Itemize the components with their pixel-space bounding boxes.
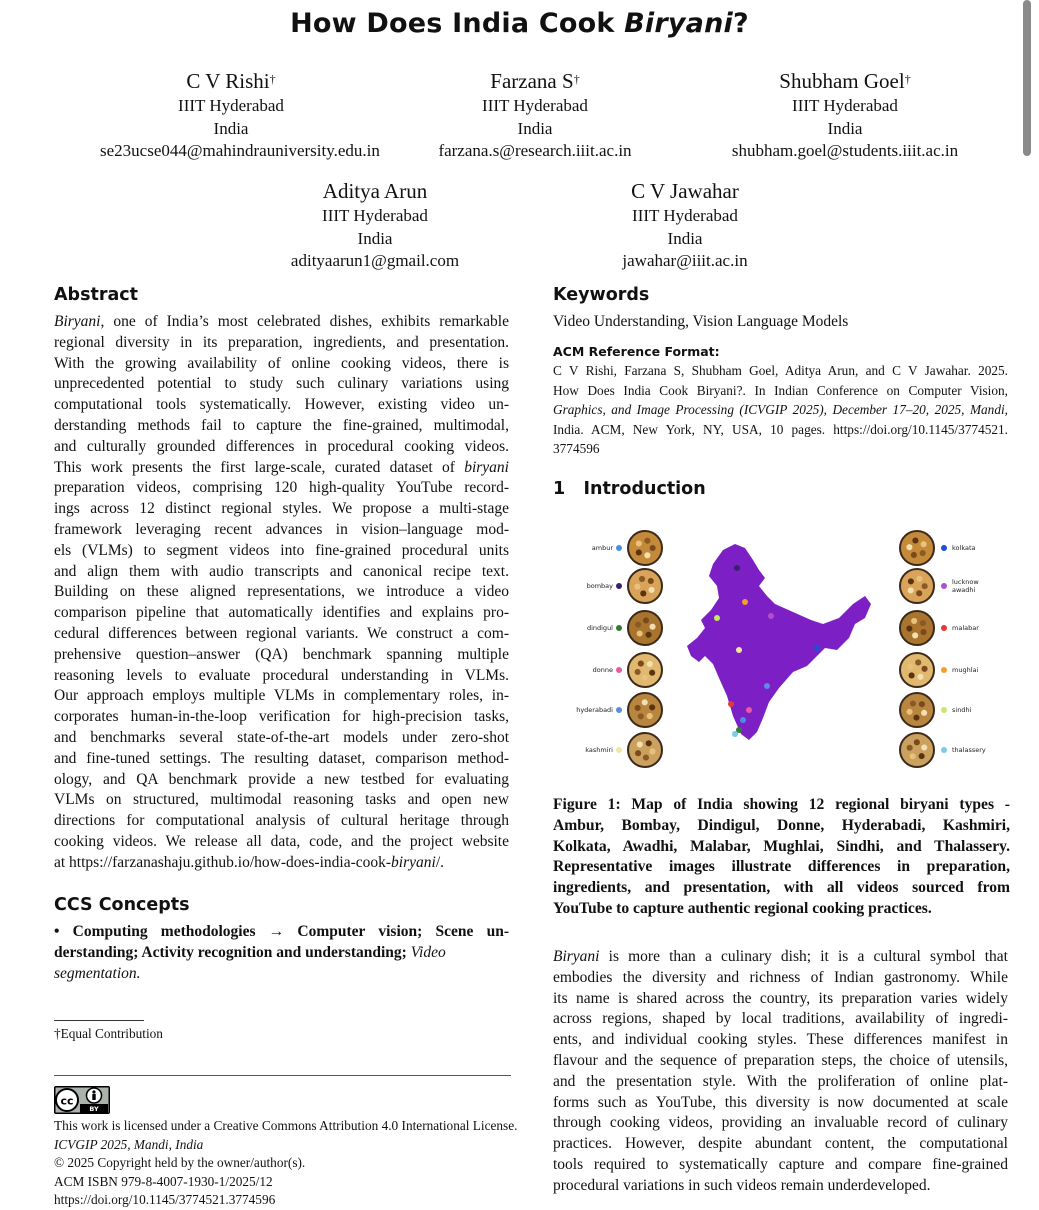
biryani-thumbnail xyxy=(900,531,934,565)
map-region-dot xyxy=(714,615,720,621)
text-line: and the presentation style. With the proliferation of online plat- xyxy=(553,1072,1008,1090)
left-biryani-dot xyxy=(616,625,622,631)
abstract-heading: Abstract xyxy=(54,285,139,305)
text-line: framework leveraging recent advances in vision–language mod- xyxy=(54,520,509,538)
author-block: C V Rishi† IIIT Hyderabad India se23ucse044@mahindrauniversity.edu.in xyxy=(100,69,380,160)
right-biryani-label: lucknow awadhi xyxy=(952,578,979,594)
author-block: C V Jawahar IIIT Hyderabad India jawahar@iiit.ac.in xyxy=(622,179,748,270)
text-line: Figure 1: Map of India showing 12 regional biryani types - xyxy=(553,796,1010,813)
text-line: practices. However, despite abundant content, the computational xyxy=(553,1135,1008,1153)
india-biryani-map xyxy=(553,520,1010,782)
keywords-heading: Keywords xyxy=(553,285,650,305)
figure-caption xyxy=(553,795,1010,920)
license-rule xyxy=(54,1075,511,1076)
text-line: cedural differences between regional variants. We construct a com- xyxy=(54,624,509,642)
keywords-text: Video Understanding, Vision Language Models xyxy=(553,313,849,330)
right-biryani-dot xyxy=(941,583,947,589)
right-biryani-label: thalassery xyxy=(952,746,986,754)
text-line: This work presents the first large-scale, curated dataset of biryani xyxy=(54,458,509,476)
text-line: regional diversity in its preparation, ingredients, and presentation. xyxy=(54,333,509,351)
text-line: ings across 12 distinct regional styles. We propose a multi-stage xyxy=(54,500,509,518)
ccs-heading: CCS Concepts xyxy=(54,895,190,915)
left-biryani-dot xyxy=(616,707,622,713)
text-line: Kolkata, Awadhi, Malabar, Mughlai, Sindhi, and Thalassery. xyxy=(553,837,1010,855)
biryani-thumbnail xyxy=(628,531,662,565)
map-region-dot xyxy=(732,731,738,737)
right-biryani-dot xyxy=(941,625,947,631)
right-biryani-label: sindhi xyxy=(952,706,972,714)
text-line: through cooking videos, providing an invaluable record of culinary xyxy=(553,1114,1008,1132)
right-biryani-dot xyxy=(941,667,947,673)
acm-ref-line: How Does India Cook Biryani?. In Indian Conference on Computer Vision, xyxy=(553,382,1008,398)
left-biryani-label: ambur xyxy=(591,544,613,552)
text-line: VLMs on structured, multimodal reasoning tasks and open new xyxy=(54,791,509,809)
text-line: forms such as YouTube, this diversity is now documented at scale xyxy=(553,1093,1008,1111)
map-region-dot xyxy=(734,565,740,571)
text-line: directions for computational analysis of cultural heritage through xyxy=(54,812,509,830)
biryani-thumbnail xyxy=(628,693,662,727)
biryani-thumbnail xyxy=(628,733,662,767)
doi-link[interactable]: https://doi.org/10.1145/3774521.3774596 xyxy=(54,1192,276,1207)
india-map-shape xyxy=(687,544,871,740)
right-biryani-label: malabar xyxy=(952,624,979,632)
scrollbar-thumb[interactable] xyxy=(1023,0,1031,156)
text-line: ingredients, and presentation, with all videos sourced from xyxy=(553,879,1010,897)
map-region-dot xyxy=(736,647,742,653)
text-line: prehensive question–answer (QA) benchmark spanning multiple xyxy=(54,645,509,663)
right-biryani-label: kolkata xyxy=(952,544,976,552)
text-line: flavour and the sequence of preparation steps, the choice of utensils, xyxy=(553,1051,1008,1069)
biryani-thumbnail xyxy=(900,569,934,603)
left-biryani-dot xyxy=(616,545,622,551)
left-biryani-label: bombay xyxy=(586,582,613,590)
text-line: tools required to systematically capture and compare fine-grained xyxy=(553,1155,1008,1173)
text-line: Our approach employs multiple VLMs in complementary roles, in- xyxy=(54,687,509,705)
text-line: els (VLMs) to segment videos into fine-grained procedural units xyxy=(54,541,509,559)
text-line: comparison pipeline that automatically identifies and explains pro- xyxy=(54,604,509,622)
text-line: corporates human-in-the-loop verification for high-precision tasks, xyxy=(54,708,509,726)
biryani-thumbnail xyxy=(628,653,662,687)
text-line: Biryani is more than a culinary dish; it is a cultural symbol that xyxy=(553,948,1008,965)
left-biryani-label: donne xyxy=(592,666,613,674)
text-line: ents, and individual cooking styles. These differences manifest in xyxy=(553,1031,1008,1049)
intro-body xyxy=(553,947,1008,1197)
abstract-body xyxy=(54,312,509,874)
footnote: †Equal Contribution xyxy=(54,1026,163,1041)
biryani-thumbnail xyxy=(900,693,934,727)
right-biryani-dot xyxy=(941,747,947,753)
author-block: Aditya Arun IIIT Hyderabad India adityaarun1@gmail.com xyxy=(290,179,460,270)
right-biryani-dot xyxy=(941,707,947,713)
map-region-dot xyxy=(768,613,774,619)
cc-label: cc xyxy=(60,1094,74,1108)
map-region-dot xyxy=(764,683,770,689)
text-line: and align them with audio transcripts and canonical recipe text. xyxy=(54,562,509,580)
figure-1 xyxy=(553,520,1010,782)
by-label: BY xyxy=(89,1105,99,1113)
map-region-dot xyxy=(814,645,820,651)
text-line: Representative images illustrate differences in preparation, xyxy=(553,858,1010,876)
left-biryani-dot xyxy=(616,667,622,673)
left-biryani-label: dindigul xyxy=(586,624,613,632)
ccs-body: • Computing methodologies → Computer vision; Scene un- derstanding; Activity recognition and understanding; Video segmentation. xyxy=(54,923,509,982)
introduction-heading: 1 Introduction xyxy=(553,479,706,499)
text-line: its name is shared across the country, its preparation varies widely xyxy=(553,989,1008,1007)
text-line: With the growing availability of online cooking videos, there is xyxy=(54,354,509,372)
paper-title: How Does India Cook Biryani? xyxy=(290,8,749,39)
text-line: at https://farzanashaju.github.io/how-does-india-cook-biryani/. xyxy=(54,853,445,871)
left-biryani-label: kashmiri xyxy=(585,746,613,754)
biryani-thumbnail xyxy=(900,653,934,687)
text-line: and culturally grounded differences in procedural cooking videos. xyxy=(54,437,509,455)
author-block: Farzana S† IIIT Hyderabad India farzana.s@research.iiit.ac.in xyxy=(438,69,632,160)
text-line: ology, and QA benchmark provide a new testbed for evaluating xyxy=(54,770,509,788)
map-region-dot xyxy=(742,599,748,605)
text-line: derstanding methods fail to capture the fine-grained, multimodal, xyxy=(54,416,509,434)
license-block: This work is licensed under a Creative Commons Attribution 4.0 International License. ICVGIP 2025, Mandi, India © 2025 Copyright held by the owner/author(s). ACM ISBN 979-8-4007-1930-1/2025/12 https://doi.org/10.1145/3774521.3774596 xyxy=(54,1117,524,1210)
text-line: computational tools systematically. However, existing video un- xyxy=(54,396,509,414)
acm-ref-body: C V Rishi, Farzana S, Shubham Goel, Aditya Arun, and C V Jawahar. 2025. How Does India Cook Biryani?. In Indian Conference on Computer Vision, Graphics, and Image Processing (ICVGIP 2025), December 17–20, 2025, Mandi, India. ACM, New York, NY, USA, 10 pages. https://doi.org/10.1145/3774521. 3774596 xyxy=(553,363,1008,456)
left-biryani-dot xyxy=(616,747,622,753)
text-line: procedural variations in such videos remain underdeveloped. xyxy=(553,1176,931,1194)
footnote-rule xyxy=(54,1020,144,1021)
text-line: cooking videos. We release all data, code, and the project website xyxy=(54,832,509,850)
text-line: preparation videos, comprising 120 high-quality YouTube record- xyxy=(54,479,509,497)
cc-by-license-icon[interactable] xyxy=(54,1086,110,1114)
left-biryani-label: hyderabadi xyxy=(576,706,613,714)
biryani-thumbnail xyxy=(628,611,662,645)
acm-ref-heading: ACM Reference Format: xyxy=(553,344,720,359)
text-line: unprecedented potential to study such culinary variations using xyxy=(54,375,509,393)
text-line: and fine-tuned settings. The resulting dataset, comparison method- xyxy=(54,749,509,767)
text-line: Biryani, one of India’s most celebrated dishes, exhibits remarkable xyxy=(54,313,509,330)
map-region-dot xyxy=(728,701,734,707)
text-line: across regions, shaped by local traditions, availability of ingredi- xyxy=(553,1010,1008,1028)
map-region-dot xyxy=(740,717,746,723)
text-line: Ambur, Bombay, Dindigul, Donne, Hyderabadi, Kashmiri, xyxy=(553,816,1010,834)
text-line: and benchmarks several state-of-the-art models under zero-shot xyxy=(54,728,509,746)
text-line: reasoning levels to evaluate procedural understanding in VLMs. xyxy=(54,666,509,684)
author-block: Shubham Goel† IIIT Hyderabad India shubham.goel@students.iiit.ac.in xyxy=(731,69,959,160)
text-line: Building on these aligned representations, we introduce a video xyxy=(54,583,509,601)
map-region-dot xyxy=(746,707,752,713)
biryani-thumbnail xyxy=(900,611,934,645)
biryani-thumbnail xyxy=(628,569,662,603)
text-line: YouTube to capture authentic regional cooking practices. xyxy=(553,899,932,917)
left-biryani-dot xyxy=(616,583,622,589)
biryani-thumbnail xyxy=(900,733,934,767)
right-biryani-label: mughlai xyxy=(952,666,979,674)
text-line: embodies the diversity and richness of Indian gastronomy. While xyxy=(553,968,1008,986)
right-biryani-dot xyxy=(941,545,947,551)
